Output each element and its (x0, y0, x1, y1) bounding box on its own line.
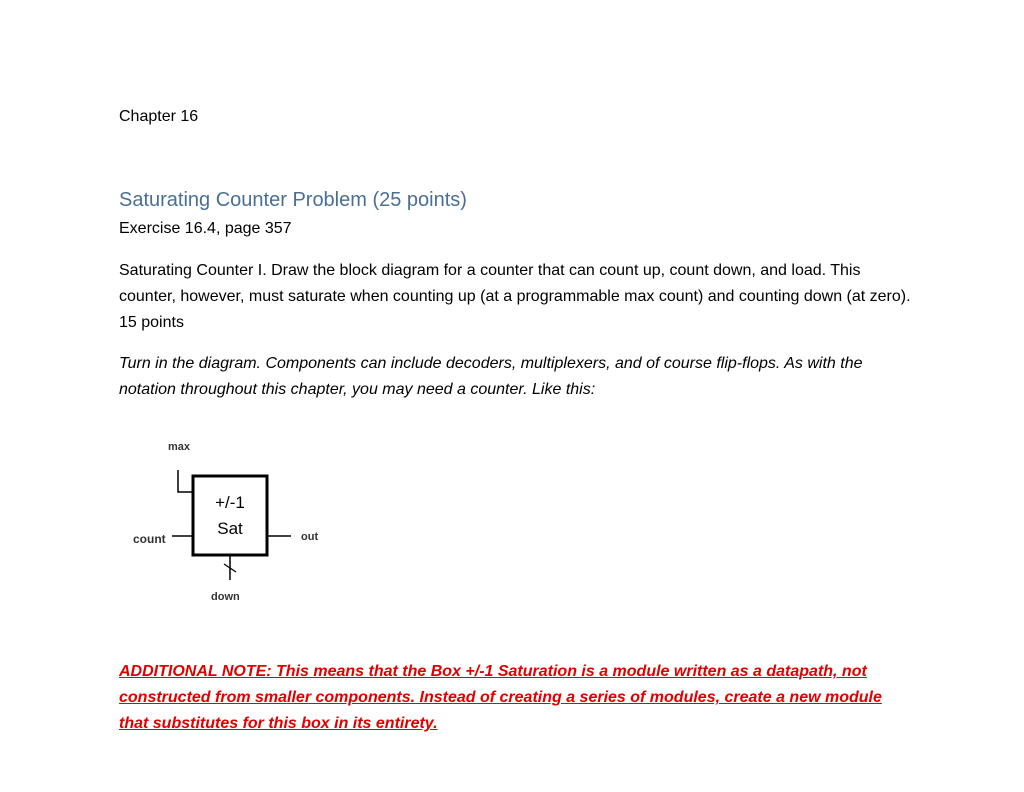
box-line-1: +/-1 (215, 493, 245, 512)
problem-paragraph: Saturating Counter I. Draw the block diagram for a counter that can count up, count down, and load. This counter, however, must saturate when counting up (at a programmable max count) and counting down (at zero). 15 points (119, 262, 911, 331)
count-label: count (133, 532, 166, 546)
box-line-2: Sat (217, 519, 243, 538)
max-wire (178, 470, 193, 492)
saturating-counter-box (193, 476, 267, 555)
section-heading: Saturating Counter Problem (25 points) (119, 189, 467, 211)
chapter-title: Chapter 16 (119, 108, 199, 125)
out-label: out (301, 531, 319, 543)
additional-note: ADDITIONAL NOTE: This means that the Box +/-1 Saturation is a module written as a datapath, not constructed from smaller components. Instead of creating a series of modules, create a new module that substitutes for this box in its entirety. (119, 663, 882, 732)
max-label: max (168, 441, 191, 453)
down-label: down (211, 591, 240, 603)
instruction-paragraph: Turn in the diagram. Components can include decoders, multiplexers, and of course flip-flops. As with the notation throughout this chapter, you may need a counter. Like this: (119, 355, 863, 398)
exercise-reference: Exercise 16.4, page 357 (119, 220, 292, 237)
